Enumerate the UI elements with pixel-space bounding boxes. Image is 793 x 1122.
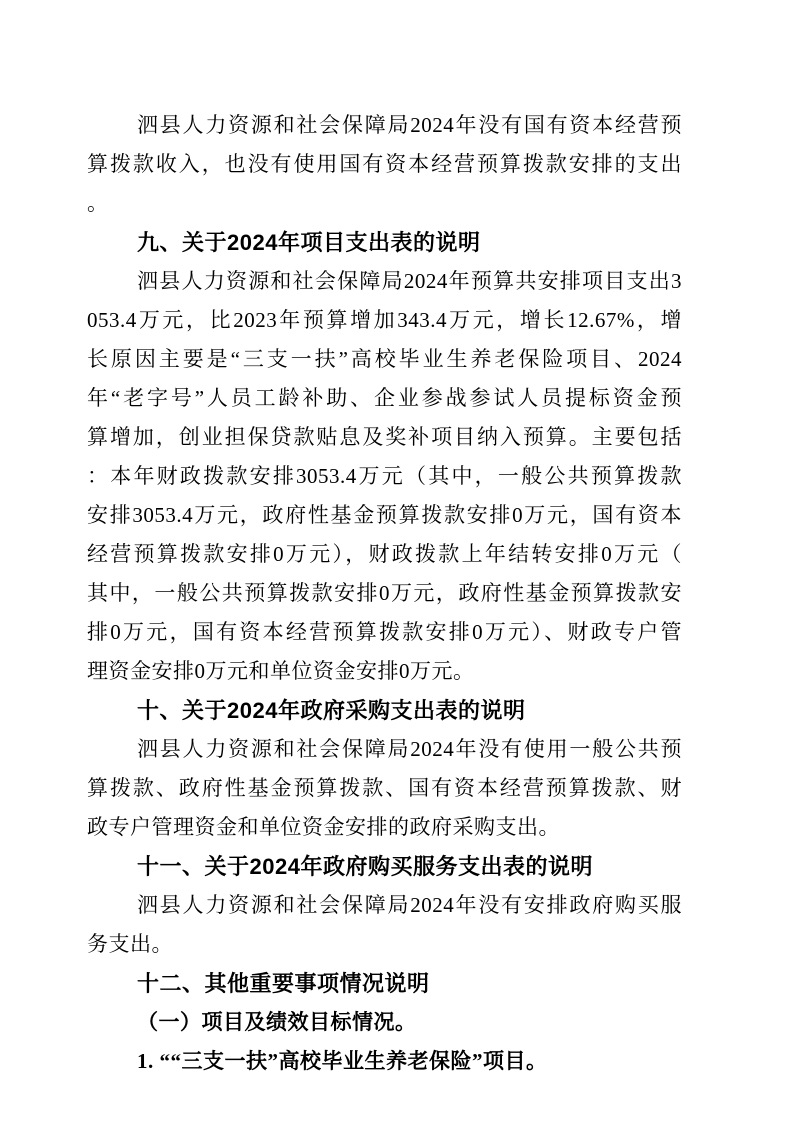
text-line: （一）项目及绩效目标情况。	[137, 1010, 417, 1034]
text-line: 其中，一般公共预算拨款安排0万元，政府性基金预算拨款安	[87, 581, 682, 605]
text-line: 。	[87, 191, 109, 215]
subheading-project-performance	[87, 1003, 682, 1042]
text-line: 算拨款收入，也没有使用国有资本经营预算拨款安排的支出	[87, 152, 682, 176]
item-project-1	[87, 1042, 682, 1081]
heading-section-10	[87, 691, 682, 730]
text-line: 算拨款、政府性基金预算拨款、国有资本经营预算拨款、财	[87, 776, 682, 800]
text-line: 十二、其他重要事项情况说明	[137, 971, 430, 996]
paragraph-project-expenditure	[87, 262, 682, 691]
text-line: 理资金安排0万元和单位资金安排0万元。	[87, 659, 475, 683]
text-line: 九、关于2024年项目支出表的说明	[137, 230, 481, 255]
text-line: 泗县人力资源和社会保障局2024年预算共安排项目支出3	[137, 269, 682, 293]
document-text-block	[87, 106, 682, 1081]
text-line: 务支出。	[87, 932, 173, 956]
text-line: 安排3053.4万元，政府性基金预算拨款安排0万元，国有资本	[87, 503, 682, 527]
text-line: 泗县人力资源和社会保障局2024年没有安排政府购买服	[137, 893, 682, 917]
text-line: 政专户管理资金和单位资金安排的政府采购支出。	[87, 815, 560, 839]
text-line: 1. ““三支一扶”高校毕业生养老保险”项目。	[137, 1049, 548, 1073]
text-line: 十、关于2024年政府采购支出表的说明	[137, 698, 526, 723]
heading-section-12	[87, 964, 682, 1003]
text-line: 经营预算拨款安排0万元），财政拨款上年结转安排0万元（	[87, 542, 682, 566]
paragraph-state-capital-budget	[87, 106, 682, 223]
text-line: 泗县人力资源和社会保障局2024年没有使用一般公共预	[137, 737, 682, 761]
text-line: 十一、关于2024年政府购买服务支出表的说明	[137, 854, 593, 879]
text-line: 年“老字号”人员工龄补助、企业参战参试人员提标资金预	[87, 386, 682, 410]
text-line: 长原因主要是“三支一扶”高校毕业生养老保险项目、2024	[87, 347, 682, 371]
heading-section-11	[87, 847, 682, 886]
paragraph-purchased-services	[87, 886, 682, 964]
text-line: ：本年财政拨款安排3053.4万元（其中，一般公共预算拨款	[87, 464, 682, 488]
paragraph-government-procurement	[87, 730, 682, 847]
heading-section-9	[87, 223, 682, 262]
text-line: 排0万元，国有资本经营预算拨款安排0万元）、财政专户管	[87, 620, 682, 644]
text-line: 053.4万元，比2023年预算增加343.4万元，增长12.67%，增	[87, 308, 682, 332]
text-line: 泗县人力资源和社会保障局2024年没有国有资本经营预	[137, 113, 682, 137]
text-line: 算增加，创业担保贷款贴息及奖补项目纳入预算。主要包括	[87, 425, 682, 449]
